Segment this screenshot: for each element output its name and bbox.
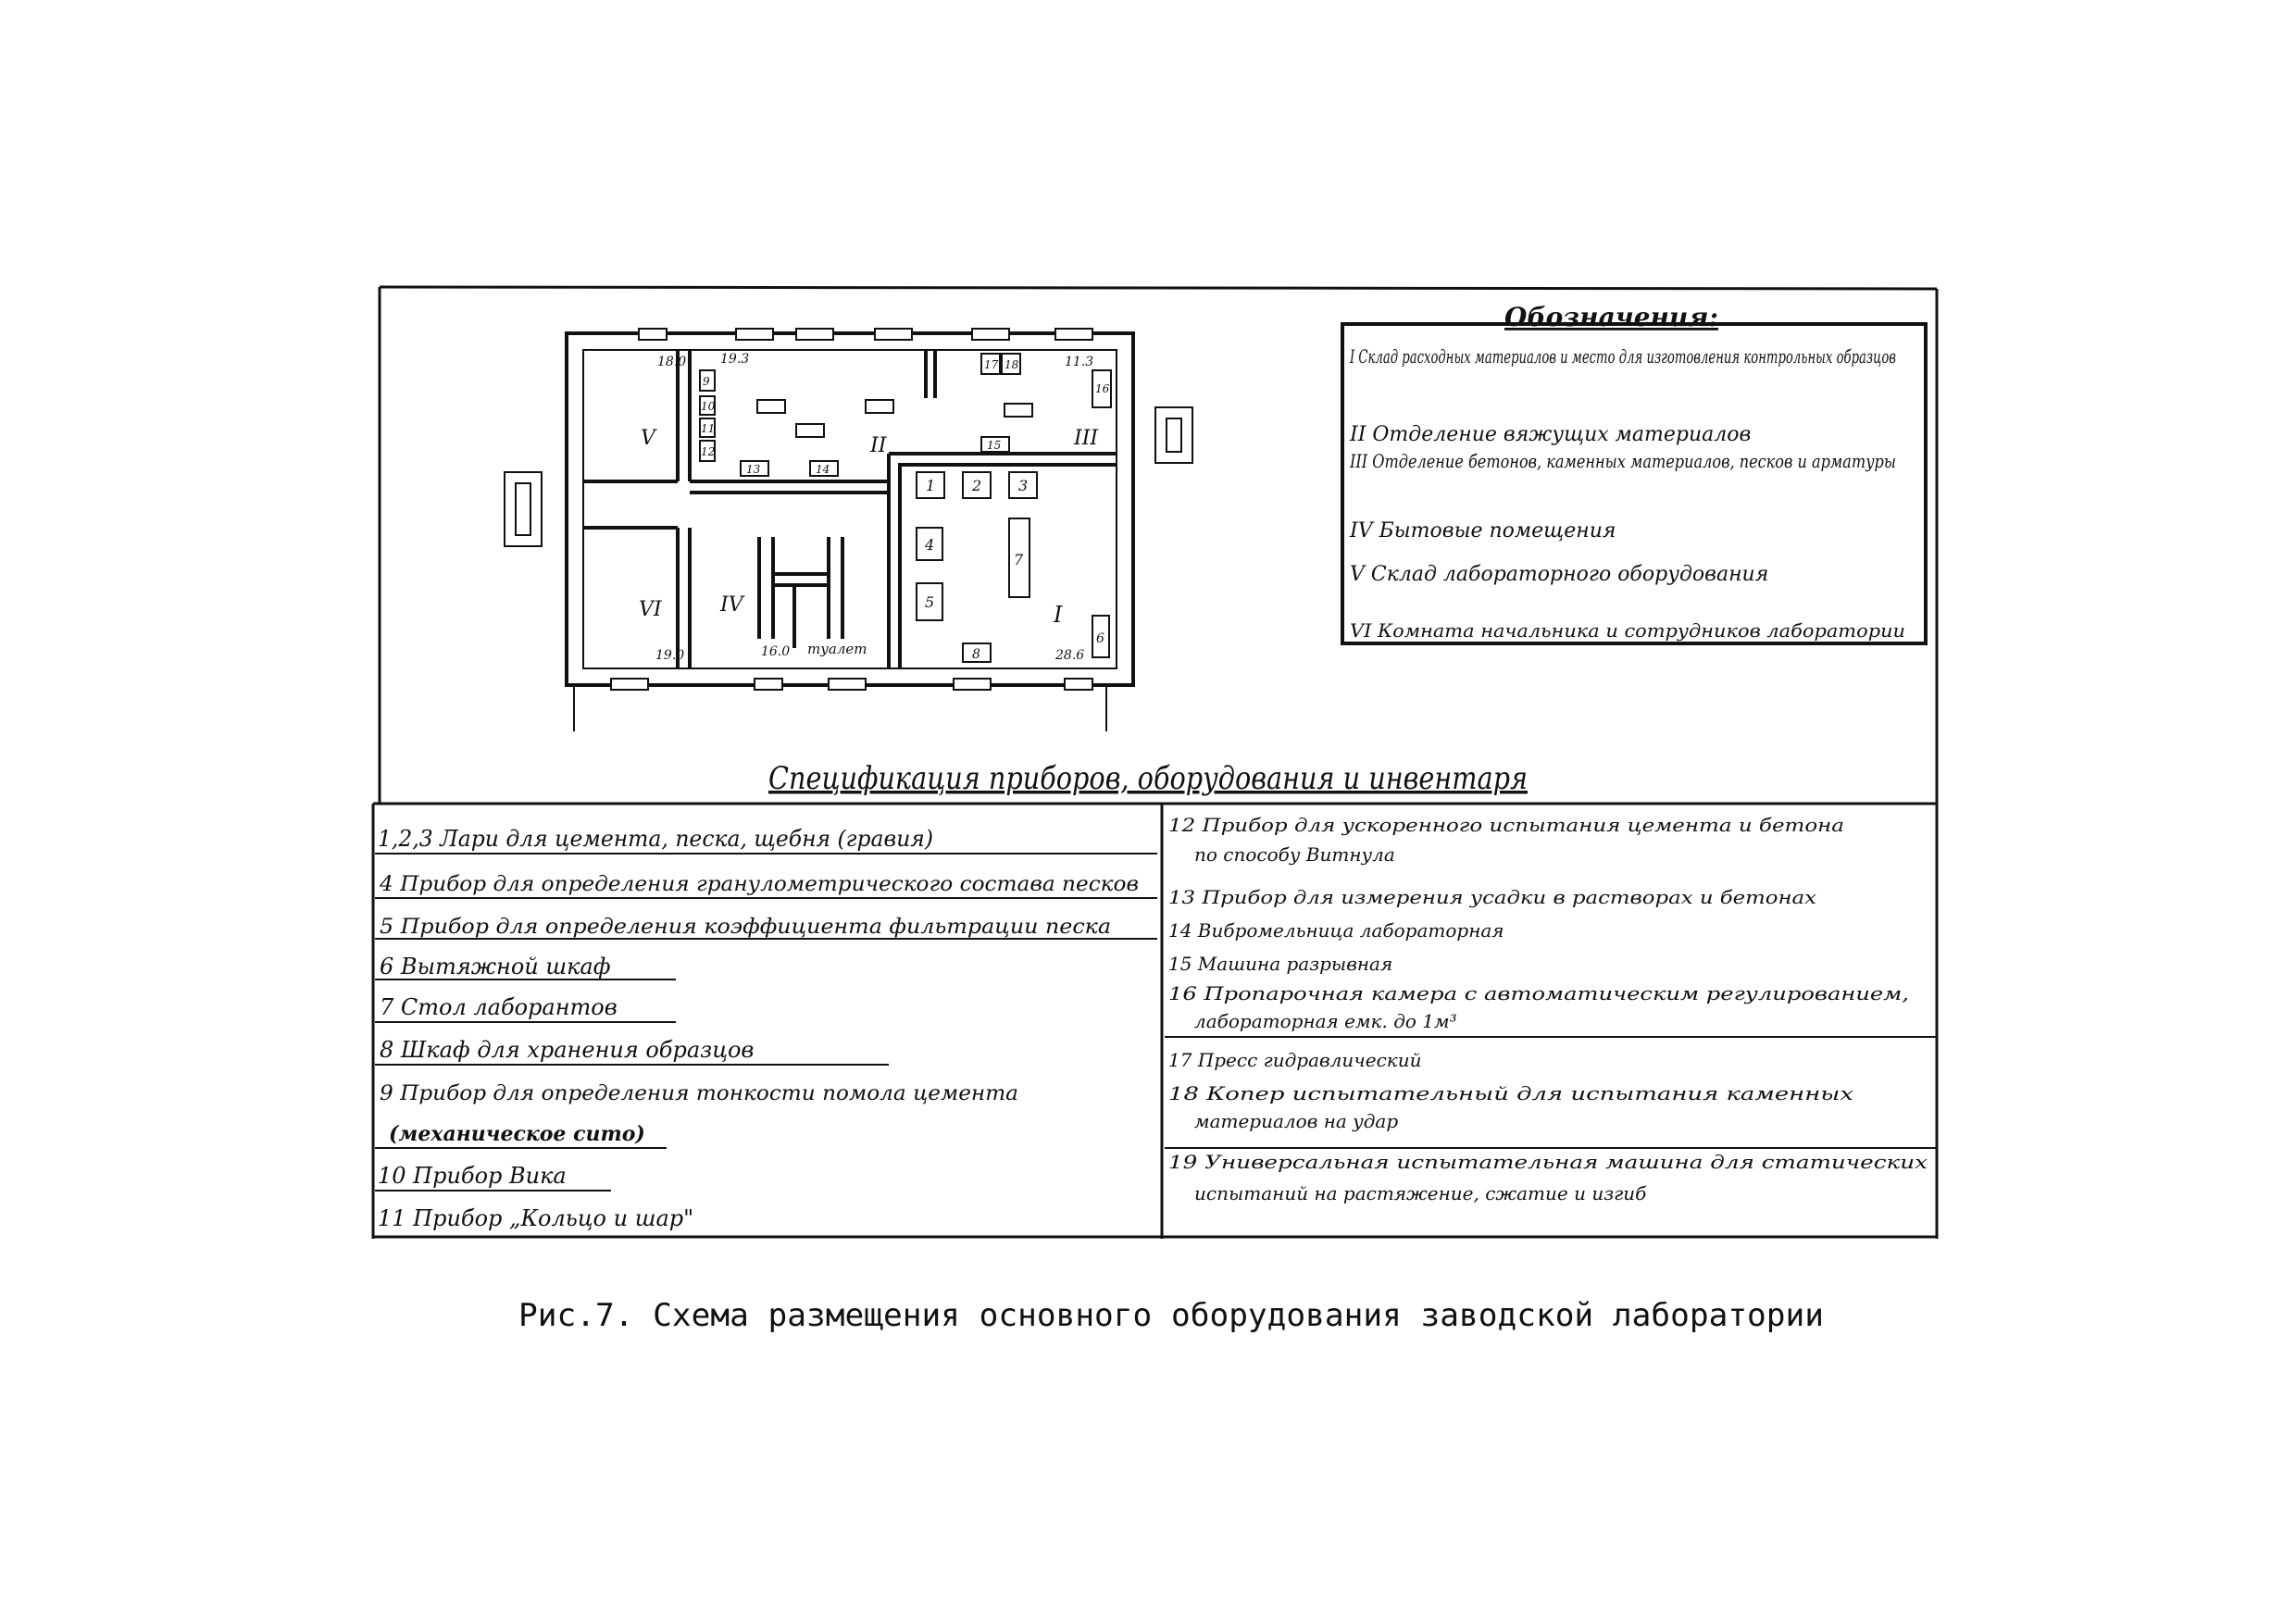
figure-caption: Рис.7. Схема размещения основного оборудования заводской лаборатории <box>518 1297 1825 1334</box>
area-label: 11.3 <box>1065 355 1094 369</box>
equipment-number: 9 <box>703 375 710 388</box>
area-label: 18.0 <box>657 355 687 369</box>
spec-right-item: 17 Пресс гидравлический <box>1168 1049 1422 1071</box>
spec-right-item: 14 Вибромельница лабораторная <box>1168 919 1504 942</box>
spec-left-item: 6 Вытяжной шкаф <box>380 954 611 979</box>
legend-title: Обозначения: <box>1504 302 1718 332</box>
spec-right-item: по способу Витнула <box>1194 843 1395 866</box>
spec-left-item: 7 Стол лаборантов <box>380 994 618 1020</box>
room-label-III: III <box>1074 427 1099 450</box>
spec-left-item: 4 Прибор для определения гранулометрического состава песков <box>378 873 1140 896</box>
lab-table-box <box>757 400 785 413</box>
room-label-IV: IV <box>720 593 743 617</box>
room-label-VI: VI <box>639 598 662 621</box>
room-label-II: II <box>870 434 887 457</box>
equipment-number: 2 <box>972 477 982 494</box>
lab-table-box <box>1004 404 1032 417</box>
plan-walls <box>567 333 1133 685</box>
equipment-number: 16 <box>1095 382 1110 395</box>
spec-right-item: материалов на удар <box>1194 1110 1399 1132</box>
legend-item: III Отделение бетонов, каменных материалов, песков и арматуры <box>1349 450 1896 472</box>
equipment-number: 6 <box>1096 631 1104 646</box>
equipment-number: 15 <box>987 439 1002 452</box>
equipment-number: 4 <box>925 536 935 554</box>
legend-item: I Склад расходных материалов и место для изготовления контрольных образцов <box>1349 345 1896 368</box>
equipment-number: 17 <box>984 358 999 371</box>
floor-plan <box>505 329 1192 731</box>
legend-item: II Отделение вяжущих материалов <box>1350 423 1752 446</box>
spec-left-item: 8 Шкаф для хранения образцов <box>380 1037 755 1063</box>
spec-right-item: 15 Машина разрывная <box>1168 953 1393 975</box>
plan-labels <box>639 352 1110 663</box>
spec-right-item: 13 Прибор для измерения усадки в растворах и бетонах <box>1168 886 1816 908</box>
spec-left-item: 5 Прибор для определения коэффициента фильтрации песка <box>380 916 1111 939</box>
specification-title: Спецификация приборов, оборудования и инвентаря <box>768 760 1528 797</box>
plan-windows <box>611 329 1092 690</box>
equipment-number: 3 <box>1018 477 1029 494</box>
equipment-number: 18 <box>1004 358 1019 371</box>
room-label-V: V <box>641 427 655 450</box>
equipment-number: 11 <box>701 422 716 435</box>
area-label: 28.6 <box>1055 648 1085 663</box>
equipment-number: 8 <box>972 647 980 662</box>
toilet-label: туалет <box>807 641 867 657</box>
spec-right-item: 18 Копер испытательный для испытания каменных <box>1168 1082 1853 1104</box>
legend-item: V Склад лабораторного оборудования <box>1350 563 1769 586</box>
spec-right-item: 12 Прибор для ускоренного испытания цемента и бетона <box>1168 814 1844 836</box>
area-label: 16.0 <box>761 644 791 659</box>
area-label: 19.0 <box>655 648 685 663</box>
legend-item: IV Бытовые помещения <box>1350 519 1616 543</box>
lab-table-box <box>796 424 824 437</box>
specification-table <box>375 760 1937 1231</box>
spec-right-item: 16 Пропарочная камера с автоматическим регулированием, <box>1168 982 1909 1004</box>
room-label-I: I <box>1054 602 1063 628</box>
spec-left-column <box>375 826 1157 1231</box>
spec-left-item: 9 Прибор для определения тонкости помола цемента <box>380 1082 1018 1105</box>
equipment-number: 14 <box>816 463 830 476</box>
legend-item: VI Комната начальника и сотрудников лаборатории <box>1350 619 1905 642</box>
lab-table-box <box>866 400 893 413</box>
plan-equipment <box>700 354 1111 662</box>
spec-left-item: 1,2,3 Лари для цемента, песка, щебня (гравия) <box>378 826 933 852</box>
equipment-number: 5 <box>925 593 935 611</box>
spec-left-item: (механическое сито) <box>389 1122 645 1146</box>
area-label: 19.3 <box>720 352 750 367</box>
legend-box <box>1342 302 1926 643</box>
equipment-number: 1 <box>926 477 936 494</box>
equipment-number: 10 <box>701 400 716 413</box>
equipment-number: 12 <box>701 445 716 458</box>
equipment-number: 13 <box>746 463 761 476</box>
spec-right-item: 19 Универсальная испытательная машина для статических <box>1168 1151 1928 1173</box>
spec-left-item: 11 Прибор „Кольцо и шар" <box>378 1205 694 1231</box>
spec-left-item: 10 Прибор Вика <box>378 1163 567 1189</box>
spec-right-column <box>1165 814 1937 1204</box>
spec-right-item: лабораторная емк. до 1м³ <box>1194 1010 1457 1032</box>
spec-right-item: испытаний на растяжение, сжатие и изгиб <box>1194 1182 1647 1204</box>
equipment-number: 7 <box>1014 551 1024 568</box>
